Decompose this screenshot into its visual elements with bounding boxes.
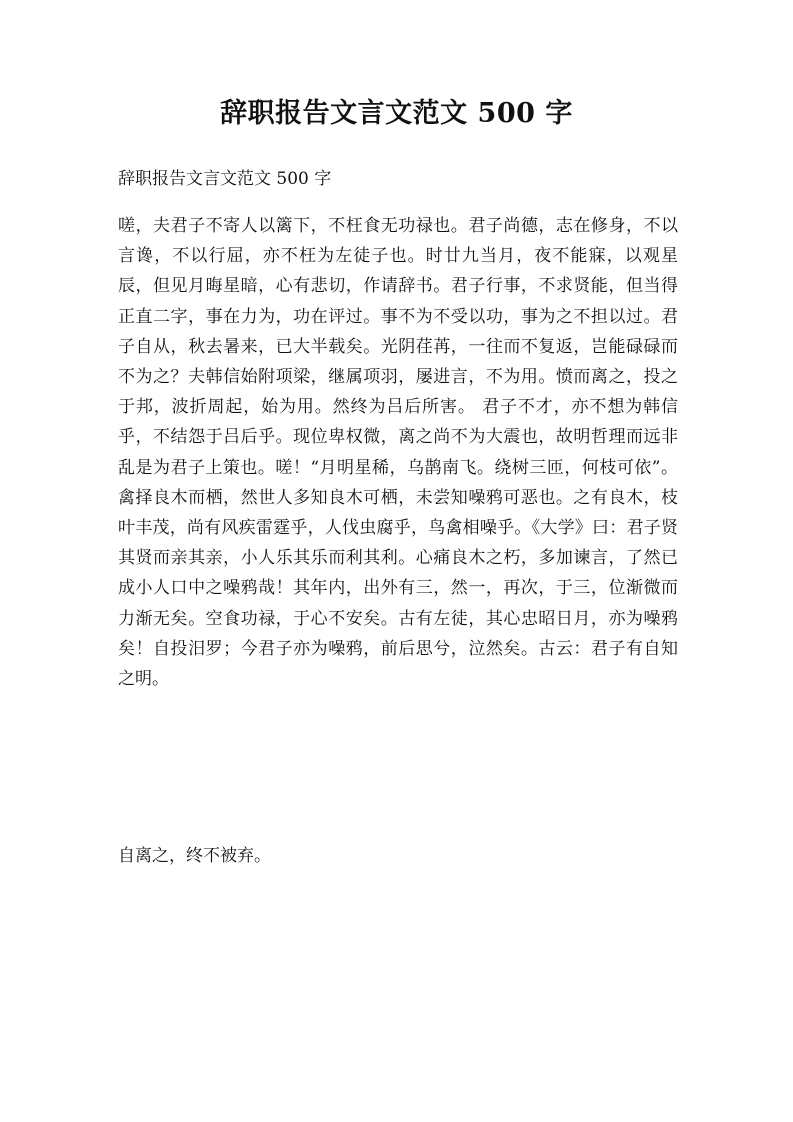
closing-paragraph: 自离之，终不被弃。	[118, 846, 271, 866]
body-paragraph: 嗟，夫君子不寄人以篱下，不枉食无功禄也。君子尚德，志在修身，不以言谗，不以行屈，亦不枉为左徒子也。时廿九当月，夜不能寐，以观星辰，但见月晦星暗，心有悲切，作请辞书。君子行事，不求贤能，但当得正直二字，事在力为，功在评过。事不为不受以功，事为之不担以过。君子自从，秋去暑来，已大半载矣。光阴荏苒，一往而不复返，岂能碌碌而不为之？夫韩信始附项梁，继属项羽，屡进言，不为用。愤而离之，投之于邦，波折周起，始为用。然终为吕后所害。 君子不才，亦不想为韩信乎，不结怨于吕后乎。现位卑权微，离之尚不为大震也，故明哲理而远非乱是为君子上策也。嗟！“月明星稀，乌鹊南飞。绕树三匝，何枝可依”。禽择良木而栖，然世人多知良木可栖，未尝知噪鸦可恶也。之有良木，枝叶丰茂，尚有风疾雷霆乎，人伐虫腐乎，鸟禽相噪乎。《大学》曰：君子贤其贤而亲其亲，小人乐其乐而利其利。心痛良木之朽，多加谏言，了然已成小人口中之噪鸦哉！其年内，出外有三，然一，再次，于三，位渐微而力渐无矣。空食功禄，于心不安矣。古有左徒，其心忠昭日月，亦为噪鸦矣！自投汨罗；今君子亦为噪鸦，前后思兮，泣然矣。古云：君子有自知之明。	[118, 216, 678, 690]
document-title: 辞职报告文言文范文 500 字	[220, 98, 573, 129]
document-subtitle: 辞职报告文言文范文 500 字	[118, 169, 332, 189]
